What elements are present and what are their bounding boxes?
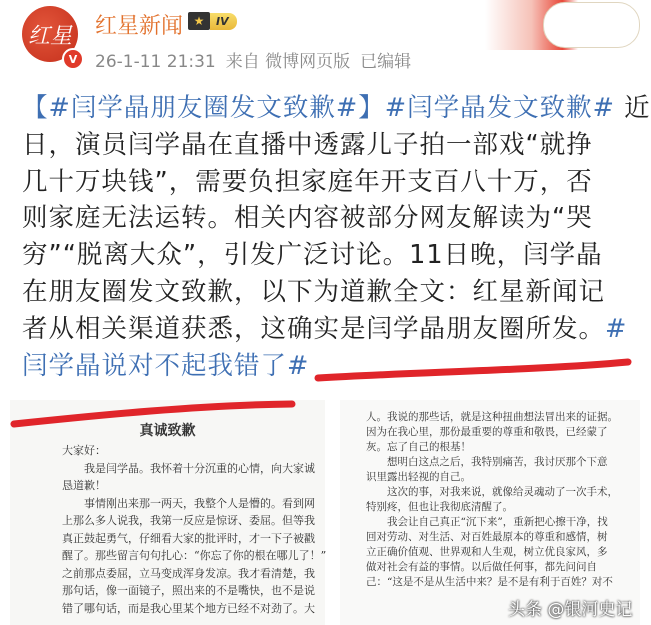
follow-button[interactable] xyxy=(543,2,640,48)
document-line: 恳道歉！ xyxy=(62,479,106,492)
document-line: 那句话，像一面镜子，照出来的不是嘴快，也不是说 xyxy=(62,584,315,597)
post-text-segment: 近 xyxy=(614,93,651,123)
timestamp: 26-1-11 21:31 xyxy=(95,52,216,72)
crown-icon: ★ xyxy=(188,12,210,30)
document-line: 立正确价值观、世界观和人生观，树立优良家风，多 xyxy=(366,546,608,558)
hashtag-link[interactable]: # xyxy=(605,313,628,344)
document-line: 识里露出轻视的自己。 xyxy=(366,471,471,483)
hashtag-link[interactable]: 闫学晶说对不起我错了# xyxy=(22,350,310,381)
document-line: 之前那点委屈，立马变成浑身发凉。我才看清楚，我 xyxy=(62,566,315,580)
header-decoration xyxy=(485,0,640,50)
avatar-logo-text: 红星 xyxy=(27,23,72,49)
post-line xyxy=(22,311,632,348)
document-line: 真正鼓起勇气，仔细看大家的批评时，才一下子被戳 xyxy=(62,531,315,545)
document-line: 醒了。那些留言句句扎心：“你忘了你的根在哪儿了！” xyxy=(62,549,327,562)
post-text-segment: 在朋友圈发文致歉，以下为道歉全文：红星新闻记 xyxy=(22,276,606,307)
verified-v-icon: V xyxy=(62,48,84,70)
document-line: 想明白这点之后，我特别痛苦，我讨厌那个下意 xyxy=(366,456,608,468)
document-line: 人。我说的那些话，就是这种扭曲想法冒出来的证据。 xyxy=(366,411,618,423)
document-line: 事情刚出来那一两天，我整个人是懵的。看到网 xyxy=(62,496,315,510)
document-text-right xyxy=(366,410,618,590)
watermark: 头条 @银河史记 xyxy=(508,600,633,620)
post-text xyxy=(22,90,651,384)
apology-document-page-right xyxy=(340,400,640,625)
document-line: 大家好： xyxy=(62,444,106,457)
vip-level-badge xyxy=(188,12,237,30)
apology-document-page-left xyxy=(10,400,325,625)
document-line: 回对劳动、对生活、对百姓最原本的尊重和感情，树 xyxy=(366,531,608,543)
edited-label[interactable]: 已编辑 xyxy=(360,52,412,72)
post-text-segment: 穷”“脱离大众”，引发广泛讨论。11日晚，闫学晶 xyxy=(22,240,603,271)
document-line: 灰。忘了自己的根基！ xyxy=(366,441,471,453)
hashtag-link[interactable]: #闫学晶发文致歉# xyxy=(384,93,615,123)
post-text-segment: 几十万块钱”，需要负担家庭年开支百八十万，否 xyxy=(22,166,593,197)
post-meta xyxy=(95,47,421,72)
post-text-segment: 则家庭无法运转。相关内容被部分网友解读为“哭 xyxy=(22,203,593,234)
post-line xyxy=(22,274,632,311)
post-text-segment: 者从相关渠道获悉，这确实是闫学晶朋友圈所发。 xyxy=(22,313,606,344)
post-line xyxy=(22,348,632,385)
document-line: 做对社会有益的事情。以后做任何事，都先问问自 xyxy=(366,561,597,573)
post-line xyxy=(22,90,651,127)
post-line xyxy=(22,237,632,274)
document-text-left xyxy=(62,442,326,617)
document-line: 特别疼，但也让我彻底清醒了。 xyxy=(366,501,513,513)
post-line xyxy=(22,127,632,164)
hashtag-link[interactable]: 【#闫学晶朋友圈发文致歉#】 xyxy=(22,93,385,123)
document-title: 真诚致歉 xyxy=(139,423,196,439)
post-line xyxy=(22,164,632,201)
document-line: 己：“这是不是从生活中来？是不是有利于百姓？对不 xyxy=(366,576,613,588)
source: 来自 微博网页版 xyxy=(225,52,351,72)
post-line xyxy=(22,200,632,237)
document-line: 我是闫学晶。我怀着十分沉重的心情，向大家诚 xyxy=(62,461,315,475)
level-label: IV xyxy=(210,13,237,30)
document-line: 这次的事，对我来说，就像给灵魂动了一次手术， xyxy=(366,486,618,498)
document-line: 我会让自己真正“沉下来”，重新把心擦干净，找 xyxy=(366,516,608,528)
document-line: 上那么多人说我，我第一反应是惊讶、委屈。但等我 xyxy=(62,514,315,527)
account-name[interactable]: 红星新闻 xyxy=(95,14,184,39)
document-line: 错了哪句话，而是我心里某个地方已经不对劲了。大 xyxy=(62,601,315,615)
post-text-segment: 日，演员闫学晶在直播中透露儿子拍一部戏“就挣 xyxy=(22,129,593,160)
document-line: 因为在我心里，那份最重要的尊重和敬畏，已经蒙了 xyxy=(366,426,608,438)
